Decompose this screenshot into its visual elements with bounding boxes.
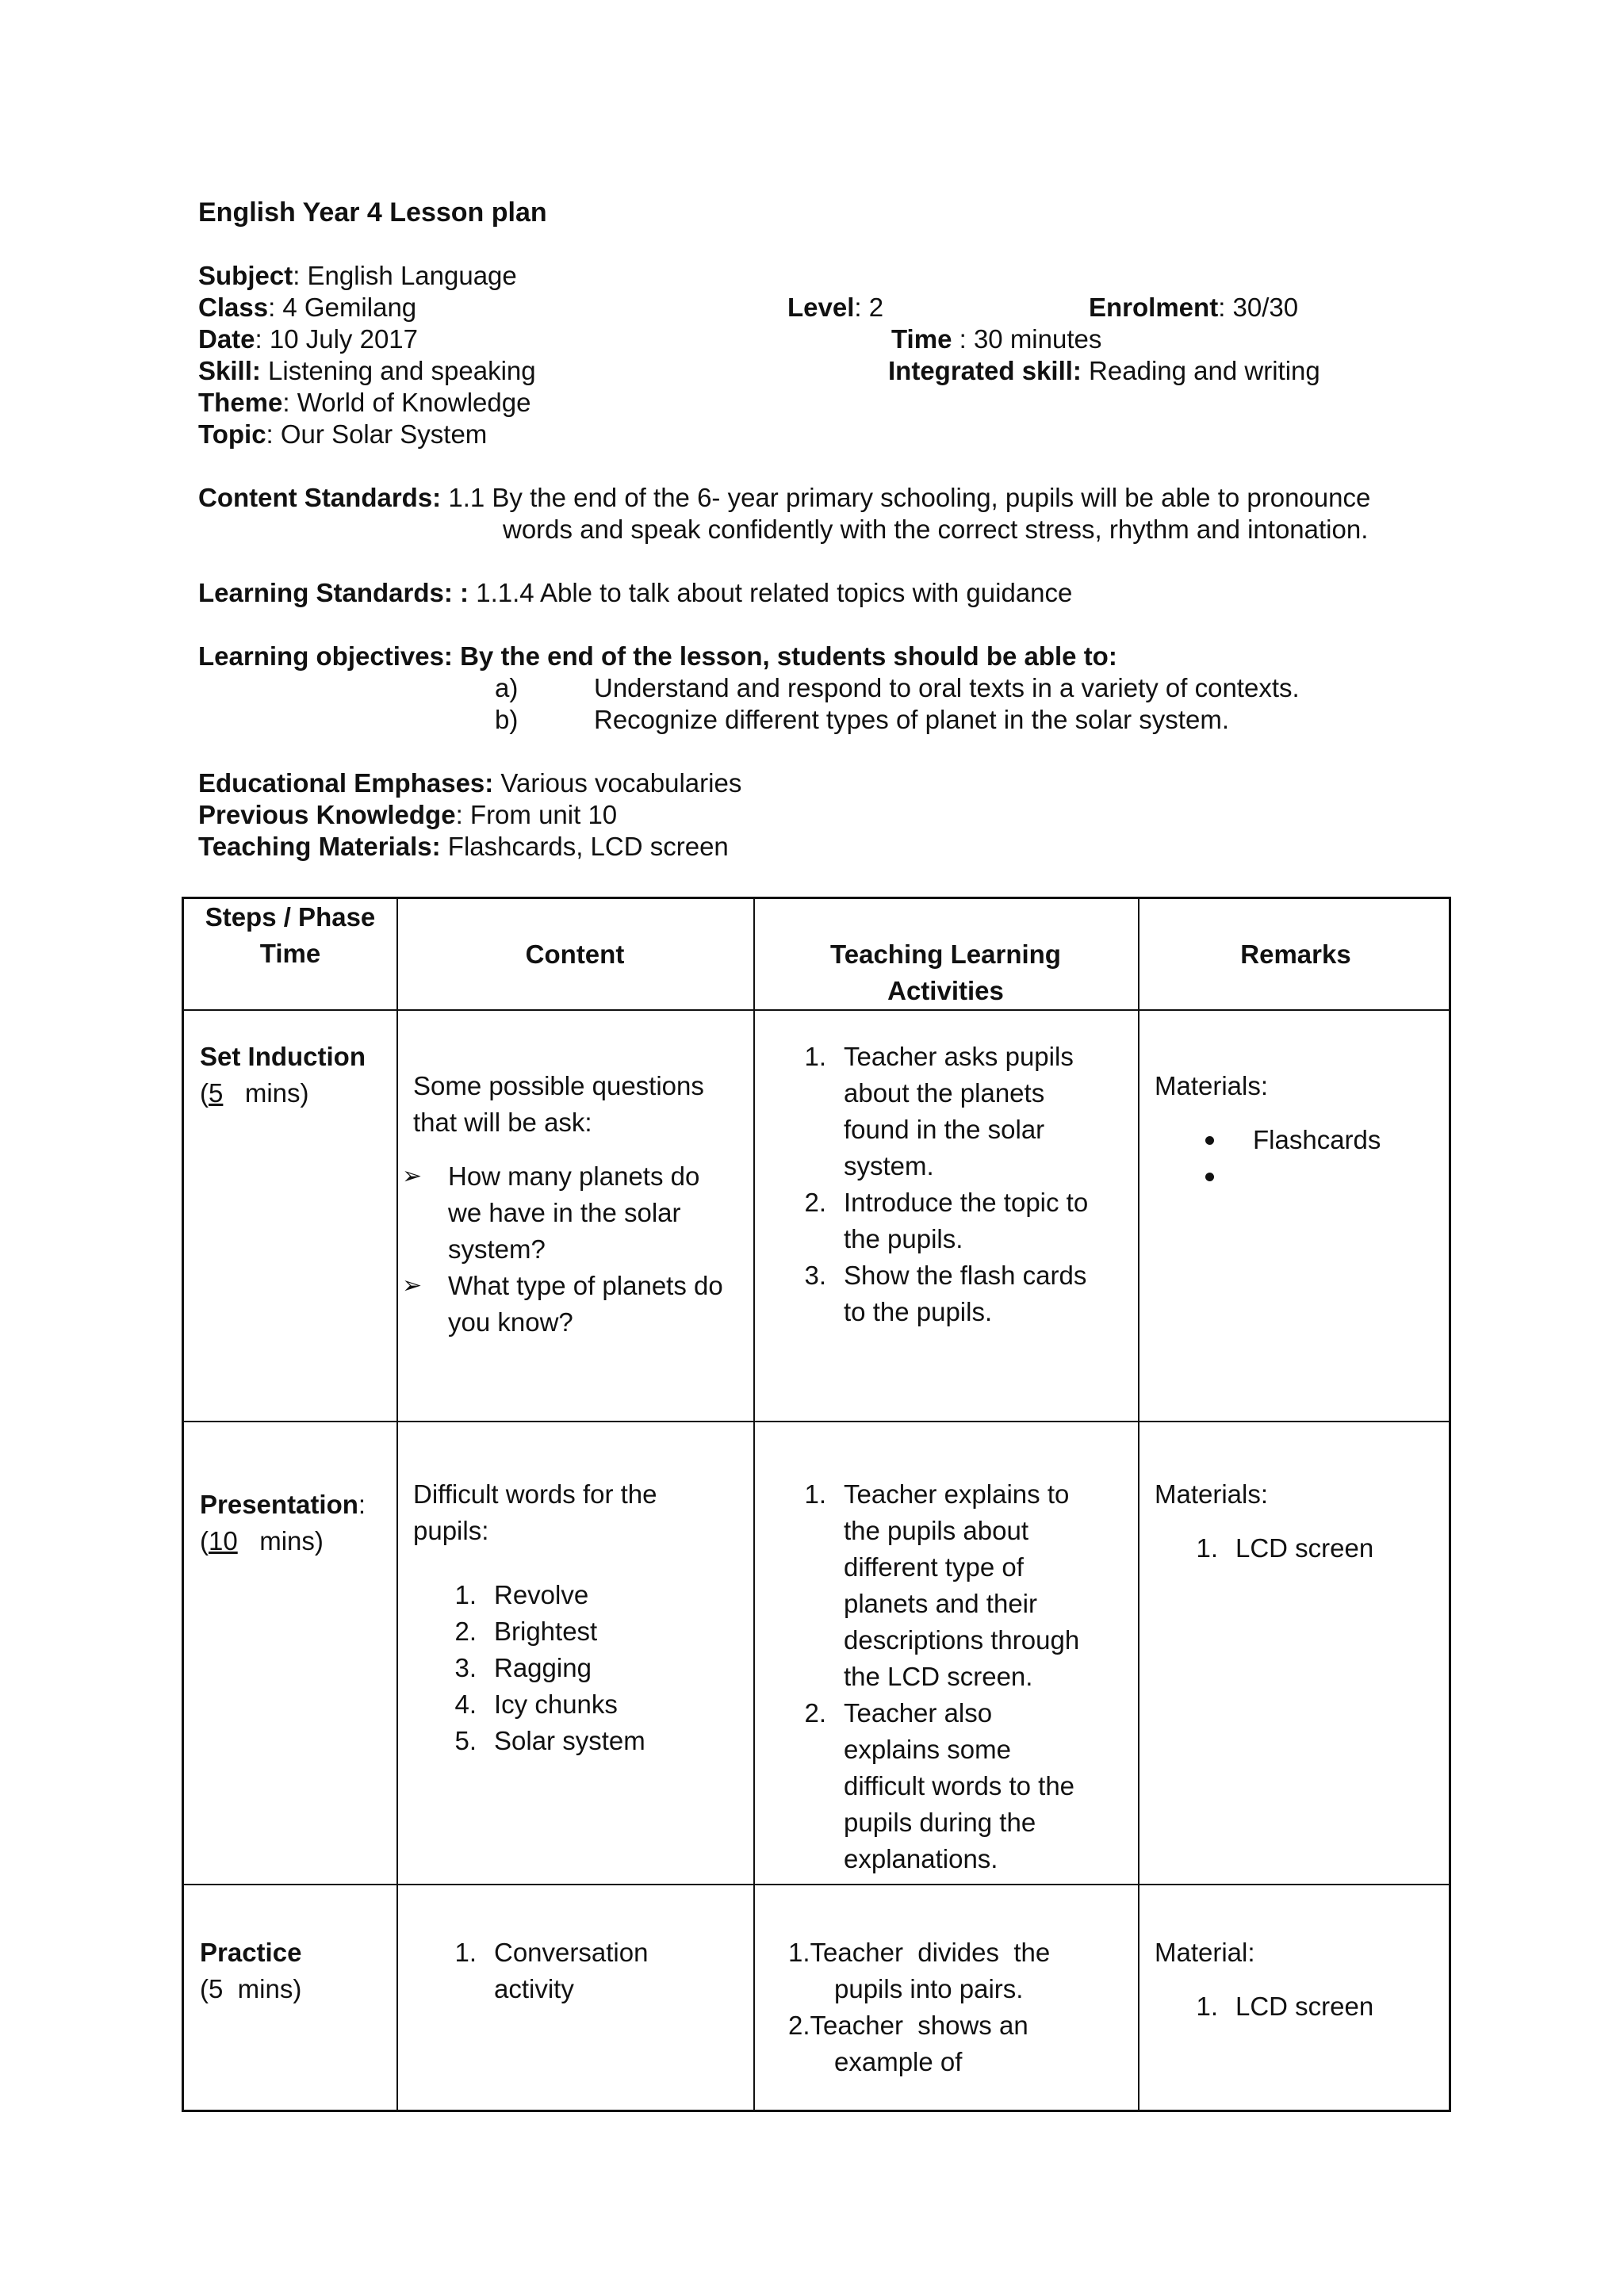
word-item [445, 1723, 746, 1759]
topic-line [198, 419, 487, 450]
bullet-dot-icon [1205, 1136, 1214, 1145]
content-standards-text: 1.1 By the end of the 6- year primary schooling, pupils will be able to pronounce [441, 483, 1371, 512]
activity-number: 2. [804, 1188, 826, 1217]
phase-name: Practice [200, 1938, 302, 1967]
row-set-induction-activities [795, 1039, 1132, 1330]
activity-text: the LCD screen. [844, 1662, 1033, 1691]
remarks-label: Material: [1155, 1938, 1255, 1967]
difficult-words-list [445, 1577, 746, 1759]
question-item [402, 1158, 746, 1268]
activity-list [795, 1039, 1132, 1330]
time-minutes: 10 [209, 1526, 238, 1556]
level-label: Level [787, 293, 855, 322]
class-label: Class [198, 293, 269, 322]
educational-emphases-line [198, 767, 741, 799]
enrolment-line [1089, 292, 1298, 323]
activity-text: descriptions through [844, 1625, 1080, 1655]
activity-number: 3. [804, 1261, 826, 1290]
phase-time [200, 1075, 366, 1112]
activity-list [788, 1934, 1129, 2080]
arrow-bullet-icon: ➢ [402, 1272, 423, 1299]
integrated-skill-label: Integrated skill: [888, 356, 1082, 385]
topic-value: : Our Solar System [266, 419, 488, 449]
word-number: 2. [454, 1617, 477, 1646]
content-number: 1. [454, 1938, 477, 1967]
table-divider [184, 1009, 1449, 1011]
word-text: Solar system [494, 1726, 645, 1755]
level-line [787, 292, 883, 323]
materials-item [1155, 1122, 1448, 1158]
table-divider [753, 899, 755, 2110]
content-intro: Difficult words for the [413, 1479, 657, 1509]
activity-item [795, 1476, 1132, 1695]
skill-line [198, 355, 536, 387]
topic-label: Topic [198, 419, 266, 449]
activity-item [788, 1934, 1129, 2007]
question-text: we have in the solar [448, 1198, 681, 1227]
activity-text: difficult words to the [844, 1771, 1075, 1800]
learning-standards-text: 1.1.4 Able to talk about related topics with guidance [469, 578, 1073, 607]
materials-text: LCD screen [1235, 1533, 1374, 1563]
materials-list [1155, 1122, 1448, 1195]
arrow-bullet-icon: ➢ [402, 1163, 423, 1189]
activity-item [795, 1695, 1132, 1877]
integrated-skill-value: Reading and writing [1081, 356, 1320, 385]
skill-label: Skill: [198, 356, 261, 385]
content-intro: Some possible questions [413, 1071, 704, 1100]
previous-knowledge-value: : From unit 10 [455, 800, 618, 829]
materials-item [1186, 1530, 1448, 1567]
row-practice-phase [200, 1934, 301, 2007]
question-list [402, 1158, 746, 1341]
question-text: What type of planets do [448, 1271, 723, 1300]
header-tla-text-cont: Activities [887, 976, 1004, 1005]
date-line [198, 323, 418, 355]
subject-label: Subject [198, 261, 293, 290]
content-standards-label: Content Standards: [198, 483, 442, 512]
word-text: Ragging [494, 1653, 592, 1682]
activity-item [795, 1184, 1132, 1257]
word-item [445, 1577, 746, 1613]
materials-list [1186, 1988, 1448, 2025]
word-number: 5. [454, 1726, 477, 1755]
row-presentation-activities [795, 1476, 1132, 1877]
educational-emphases-value: Various vocabularies [493, 768, 742, 798]
row-practice-remarks [1155, 1934, 1448, 2025]
phase-suffix: : [358, 1490, 366, 1519]
row-set-induction-content [402, 1068, 746, 1341]
learning-standards-label: Learning Standards: : [198, 578, 469, 607]
table-divider [184, 1884, 1449, 1885]
activity-number: 2. [788, 2011, 810, 2040]
objective-marker: b) [495, 705, 519, 734]
objective-text: Understand and respond to oral texts in a variety of contexts. [594, 673, 1300, 702]
activity-item [788, 2007, 1129, 2080]
activity-text: Introduce the topic to [844, 1188, 1089, 1217]
enrolment-label: Enrolment [1089, 293, 1219, 322]
activity-text: example of [834, 2047, 963, 2076]
time-minutes: 5 [209, 1078, 224, 1108]
activity-text: to the pupils. [844, 1297, 993, 1326]
activity-text: about the planets [844, 1078, 1045, 1108]
phase-time: (5 mins) [200, 1974, 302, 2003]
phase-name: Presentation [200, 1490, 358, 1519]
teaching-materials-label: Teaching Materials: [198, 832, 441, 861]
content-item [445, 1934, 746, 2007]
teaching-materials-value: Flashcards, LCD screen [440, 832, 729, 861]
bullet-dot-icon [1205, 1173, 1214, 1181]
question-item [402, 1268, 746, 1341]
content-text: activity [494, 1974, 574, 2003]
table-divider [396, 899, 398, 2110]
row-presentation-content [413, 1476, 746, 1759]
activity-number: 1. [804, 1479, 826, 1509]
objective-marker: a) [495, 673, 519, 702]
materials-text: Flashcards [1253, 1125, 1381, 1154]
activity-text: Teacher asks pupils [844, 1042, 1074, 1071]
materials-item [1155, 1158, 1448, 1195]
remarks-label: Materials: [1155, 1071, 1269, 1100]
date-value: : 10 July 2017 [255, 324, 419, 354]
subject-value: : English Language [293, 261, 517, 290]
row-practice-activities [788, 1934, 1129, 2080]
activity-text: system. [844, 1151, 934, 1181]
content-text: Conversation [494, 1938, 649, 1967]
skill-value: Listening and speaking [260, 356, 536, 385]
header-content: Content [525, 939, 625, 969]
word-text: Icy chunks [494, 1689, 618, 1719]
row-set-induction-phase [200, 1039, 366, 1112]
time-close: mins) [223, 1078, 309, 1108]
date-label: Date [198, 324, 255, 354]
word-text: Brightest [494, 1617, 598, 1646]
activity-number: 2. [804, 1698, 826, 1728]
objective-text: Recognize different types of planet in the solar system. [594, 705, 1229, 734]
activity-number: 1. [804, 1042, 826, 1071]
materials-number: 1. [1196, 1533, 1218, 1563]
phase-name-line [200, 1487, 366, 1523]
time-line [891, 323, 1101, 355]
materials-number: 1. [1196, 1992, 1218, 2021]
activity-text: explains some [844, 1735, 1011, 1764]
previous-knowledge-line [198, 799, 617, 831]
educational-emphases-label: Educational Emphases: [198, 768, 494, 798]
word-item [445, 1686, 746, 1723]
document-title: English Year 4 Lesson plan [198, 197, 547, 228]
time-value: : 30 minutes [952, 324, 1102, 354]
time-label: Time [891, 324, 952, 354]
materials-text: LCD screen [1235, 1992, 1374, 2021]
materials-item [1186, 1988, 1448, 2025]
content-list [445, 1934, 746, 2007]
question-text: How many planets do [448, 1161, 700, 1191]
content-intro-cont: pupils: [413, 1516, 489, 1545]
activity-text: Show the flash cards [844, 1261, 1087, 1290]
header-teaching-learning-activities [753, 936, 1138, 1009]
header-time-text: Time [259, 939, 321, 968]
learning-objectives-label: Learning objectives: [198, 641, 453, 671]
activity-text: pupils during the [844, 1808, 1036, 1837]
activity-text: different type of [844, 1552, 1024, 1582]
row-practice-content [413, 1934, 746, 2007]
activity-item [795, 1039, 1132, 1184]
word-text: Revolve [494, 1580, 589, 1609]
activity-text: pupils into pairs. [834, 1974, 1024, 2003]
time-close: mins) [237, 1526, 324, 1556]
content-standards-line [198, 482, 1370, 514]
enrolment-value: : 30/30 [1218, 293, 1299, 322]
learning-objectives-intro: By the end of the lesson, students should be able to: [452, 641, 1117, 671]
theme-line [198, 387, 530, 419]
row-presentation-phase [200, 1487, 366, 1559]
subject-line [198, 260, 517, 292]
previous-knowledge-label: Previous Knowledge [198, 800, 456, 829]
activity-text: the pupils about [844, 1516, 1029, 1545]
header-tla-text: Teaching Learning [830, 939, 1061, 969]
lesson-steps-table [182, 897, 1451, 2112]
theme-value: : World of Knowledge [282, 388, 531, 417]
time-open: ( [200, 1526, 209, 1556]
class-value: : 4 Gemilang [268, 293, 417, 322]
activity-text: Teacher divides the [810, 1938, 1051, 1967]
remarks-label: Materials: [1155, 1479, 1269, 1509]
activity-text: Teacher explains to [844, 1479, 1070, 1509]
content-intro-cont: that will be ask: [413, 1108, 592, 1137]
activity-number: 1. [788, 1938, 810, 1967]
content-standards-text-cont: words and speak confidently with the correct stress, rhythm and intonation. [503, 515, 1369, 544]
table-divider [1138, 899, 1139, 2110]
header-steps-time [184, 899, 396, 972]
word-item [445, 1613, 746, 1650]
integrated-skill-line [888, 355, 1320, 387]
phase-name: Set Induction [200, 1042, 366, 1071]
teaching-materials-line [198, 831, 729, 863]
time-open: ( [200, 1078, 209, 1108]
question-text: you know? [448, 1307, 573, 1337]
activity-text: planets and their [844, 1589, 1038, 1618]
activity-text: the pupils. [844, 1224, 963, 1253]
materials-list [1186, 1530, 1448, 1567]
table-divider [184, 1421, 1449, 1422]
activity-list [795, 1476, 1132, 1877]
word-number: 1. [454, 1580, 477, 1609]
header-steps-text: Steps / Phase [205, 902, 376, 932]
row-presentation-remarks [1155, 1476, 1448, 1567]
word-number: 4. [454, 1689, 477, 1719]
activity-text: explanations. [844, 1844, 998, 1873]
phase-time [200, 1523, 366, 1559]
activity-text: Teacher also [844, 1698, 993, 1728]
header-remarks: Remarks [1240, 939, 1351, 969]
row-set-induction-remarks [1155, 1068, 1448, 1195]
word-number: 3. [454, 1653, 477, 1682]
theme-label: Theme [198, 388, 283, 417]
question-text: system? [448, 1234, 546, 1264]
learning-objectives-line [198, 641, 1117, 672]
level-value: : 2 [854, 293, 884, 322]
class-line [198, 292, 416, 323]
activity-item [795, 1257, 1132, 1330]
learning-standards-line [198, 577, 1072, 609]
word-item [445, 1650, 746, 1686]
activity-text: Teacher shows an [810, 2011, 1028, 2040]
activity-text: found in the solar [844, 1115, 1045, 1144]
